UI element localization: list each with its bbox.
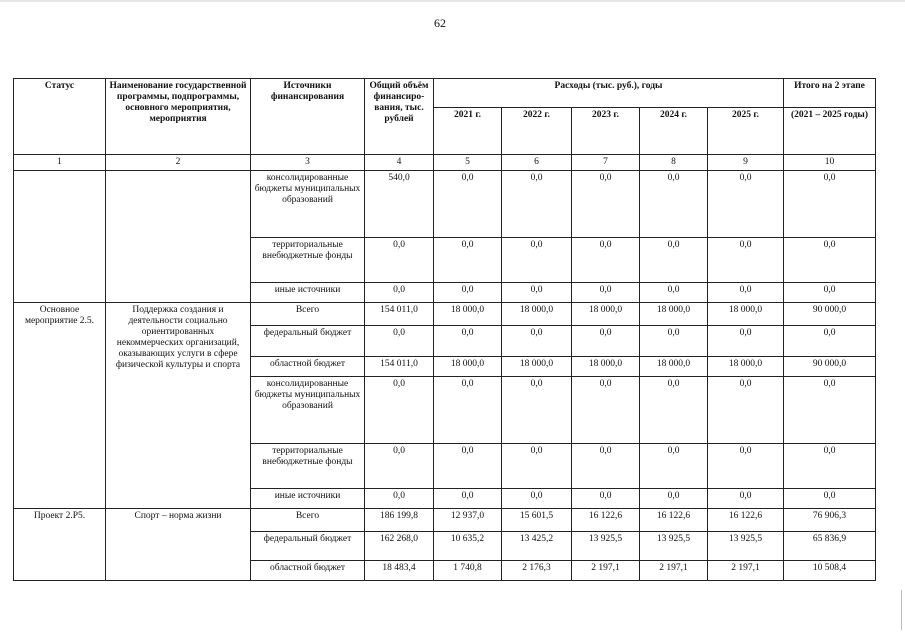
column-number-row xyxy=(14,155,876,171)
value-cell: 0,0 xyxy=(434,238,502,283)
col-number: 10 xyxy=(784,155,876,171)
value-cell: 0,0 xyxy=(640,377,708,444)
source-cell: консолидированные бюджеты муниципальных образований xyxy=(251,171,365,238)
col-number: 2 xyxy=(106,155,251,171)
value-cell: 0,0 xyxy=(502,444,572,489)
value-cell: 0,0 xyxy=(434,283,502,303)
value-cell: 0,0 xyxy=(502,377,572,444)
stage-cell: 0,0 xyxy=(784,444,876,489)
value-cell: 16 122,6 xyxy=(640,509,708,532)
stage-cell: 0,0 xyxy=(784,489,876,509)
value-cell: 0,0 xyxy=(572,238,640,283)
value-cell: 0,0 xyxy=(640,171,708,238)
value-cell: 18 000,0 xyxy=(708,303,784,326)
value-cell: 12 937,0 xyxy=(434,509,502,532)
table-row xyxy=(14,509,876,532)
value-cell: 13 925,5 xyxy=(640,532,708,561)
value-cell: 13 925,5 xyxy=(708,532,784,561)
value-cell: 0,0 xyxy=(640,283,708,303)
value-cell: 0,0 xyxy=(434,444,502,489)
total-cell: 154 011,0 xyxy=(365,303,434,326)
value-cell: 2 197,1 xyxy=(708,561,784,581)
value-cell: 0,0 xyxy=(708,326,784,357)
value-cell: 18 000,0 xyxy=(572,357,640,377)
total-cell: 0,0 xyxy=(365,377,434,444)
total-cell: 162 268,0 xyxy=(365,532,434,561)
value-cell: 0,0 xyxy=(572,377,640,444)
source-cell: федеральный бюджет xyxy=(251,326,365,357)
header-year-2025: 2025 г. xyxy=(708,108,784,155)
value-cell: 18 000,0 xyxy=(708,357,784,377)
stage-cell: 76 906,3 xyxy=(784,509,876,532)
page-edge-mark xyxy=(901,590,905,630)
col-number: 8 xyxy=(640,155,708,171)
value-cell: 0,0 xyxy=(640,444,708,489)
value-cell: 0,0 xyxy=(572,326,640,357)
col-number: 6 xyxy=(502,155,572,171)
value-cell: 0,0 xyxy=(708,444,784,489)
budget-table xyxy=(13,78,876,581)
value-cell: 13 425,2 xyxy=(502,532,572,561)
total-cell: 0,0 xyxy=(365,326,434,357)
header-year-2022: 2022 г. xyxy=(502,108,572,155)
value-cell: 0,0 xyxy=(502,238,572,283)
total-cell: 540,0 xyxy=(365,171,434,238)
value-cell: 13 925,5 xyxy=(572,532,640,561)
source-cell: территориальные внебюджетные фонды xyxy=(251,238,365,283)
source-cell: иные источники xyxy=(251,489,365,509)
header-stage-total: Итого на 2 этапе xyxy=(784,79,876,108)
col-number: 9 xyxy=(708,155,784,171)
name-cell: Спорт – норма жизни xyxy=(106,509,251,581)
value-cell: 18 000,0 xyxy=(640,357,708,377)
status-cell: Основное мероприятие 2.5. xyxy=(14,303,106,509)
value-cell: 18 000,0 xyxy=(434,303,502,326)
value-cell: 2 197,1 xyxy=(640,561,708,581)
value-cell: 18 000,0 xyxy=(502,357,572,377)
col-number: 1 xyxy=(14,155,106,171)
value-cell: 18 000,0 xyxy=(434,357,502,377)
value-cell: 0,0 xyxy=(640,326,708,357)
value-cell: 0,0 xyxy=(708,171,784,238)
header-year-2024: 2024 г. xyxy=(640,108,708,155)
source-cell: областной бюджет xyxy=(251,357,365,377)
stage-cell: 90 000,0 xyxy=(784,357,876,377)
value-cell: 18 000,0 xyxy=(572,303,640,326)
source-cell: консолидированные бюджеты муниципальных образований xyxy=(251,377,365,444)
value-cell: 0,0 xyxy=(640,238,708,283)
top-edge xyxy=(0,0,905,2)
col-number: 4 xyxy=(365,155,434,171)
stage-cell: 0,0 xyxy=(784,283,876,303)
stage-cell: 0,0 xyxy=(784,377,876,444)
table-row xyxy=(14,303,876,326)
value-cell: 16 122,6 xyxy=(572,509,640,532)
status-cell xyxy=(14,171,106,303)
value-cell: 0,0 xyxy=(640,489,708,509)
value-cell: 15 601,5 xyxy=(502,509,572,532)
stage-cell: 10 508,4 xyxy=(784,561,876,581)
col-number: 5 xyxy=(434,155,502,171)
value-cell: 18 000,0 xyxy=(640,303,708,326)
value-cell: 16 122,6 xyxy=(708,509,784,532)
value-cell: 0,0 xyxy=(434,171,502,238)
col-number: 7 xyxy=(572,155,640,171)
header-total: Общий объём финансиро-вания, тыс. рублей xyxy=(365,79,434,155)
value-cell: 0,0 xyxy=(708,238,784,283)
header-year-2021: 2021 г. xyxy=(434,108,502,155)
value-cell: 18 000,0 xyxy=(502,303,572,326)
value-cell: 0,0 xyxy=(572,489,640,509)
total-cell: 154 011,0 xyxy=(365,357,434,377)
col-number: 3 xyxy=(251,155,365,171)
value-cell: 10 635,2 xyxy=(434,532,502,561)
value-cell: 2 176,3 xyxy=(502,561,572,581)
total-cell: 0,0 xyxy=(365,444,434,489)
stage-cell: 0,0 xyxy=(784,238,876,283)
value-cell: 0,0 xyxy=(708,283,784,303)
value-cell: 0,0 xyxy=(502,283,572,303)
value-cell: 0,0 xyxy=(708,489,784,509)
value-cell: 0,0 xyxy=(434,326,502,357)
total-cell: 0,0 xyxy=(365,238,434,283)
value-cell: 0,0 xyxy=(434,377,502,444)
header-expenses: Расходы (тыс. руб.), годы xyxy=(434,79,784,108)
value-cell: 0,0 xyxy=(572,283,640,303)
source-cell: областной бюджет xyxy=(251,561,365,581)
value-cell: 2 197,1 xyxy=(572,561,640,581)
source-cell: Всего xyxy=(251,509,365,532)
value-cell: 0,0 xyxy=(708,377,784,444)
value-cell: 0,0 xyxy=(434,489,502,509)
source-cell: Всего xyxy=(251,303,365,326)
name-cell: Поддержка создания и деятельности социально ориентированных некоммерческих организаций, оказывающих услуги в сфере физической культуры и спорта xyxy=(106,303,251,509)
name-cell xyxy=(106,171,251,303)
value-cell: 0,0 xyxy=(572,171,640,238)
page-number: 62 xyxy=(434,16,446,30)
value-cell: 0,0 xyxy=(502,171,572,238)
value-cell: 1 740,8 xyxy=(434,561,502,581)
total-cell: 186 199,8 xyxy=(365,509,434,532)
status-cell: Проект 2.P5. xyxy=(14,509,106,581)
source-cell: иные источники xyxy=(251,283,365,303)
value-cell: 0,0 xyxy=(572,444,640,489)
header-year-2023: 2023 г. xyxy=(572,108,640,155)
table-row xyxy=(14,171,876,238)
header-status: Статус xyxy=(14,79,106,155)
stage-cell: 90 000,0 xyxy=(784,303,876,326)
total-cell: 0,0 xyxy=(365,489,434,509)
stage-cell: 0,0 xyxy=(784,171,876,238)
source-cell: территориальные внебюджетные фонды xyxy=(251,444,365,489)
stage-cell: 65 836,9 xyxy=(784,532,876,561)
value-cell: 0,0 xyxy=(502,489,572,509)
header-stage-period: (2021 – 2025 годы) xyxy=(784,108,876,155)
stage-cell: 0,0 xyxy=(784,326,876,357)
total-cell: 18 483,4 xyxy=(365,561,434,581)
value-cell: 0,0 xyxy=(502,326,572,357)
header-name: Наименование государственной программы, подпрограммы, основного мероприятия, мероприятия xyxy=(106,79,251,155)
total-cell: 0,0 xyxy=(365,283,434,303)
header-sources: Источники финансирования xyxy=(251,79,365,155)
source-cell: федеральный бюджет xyxy=(251,532,365,561)
